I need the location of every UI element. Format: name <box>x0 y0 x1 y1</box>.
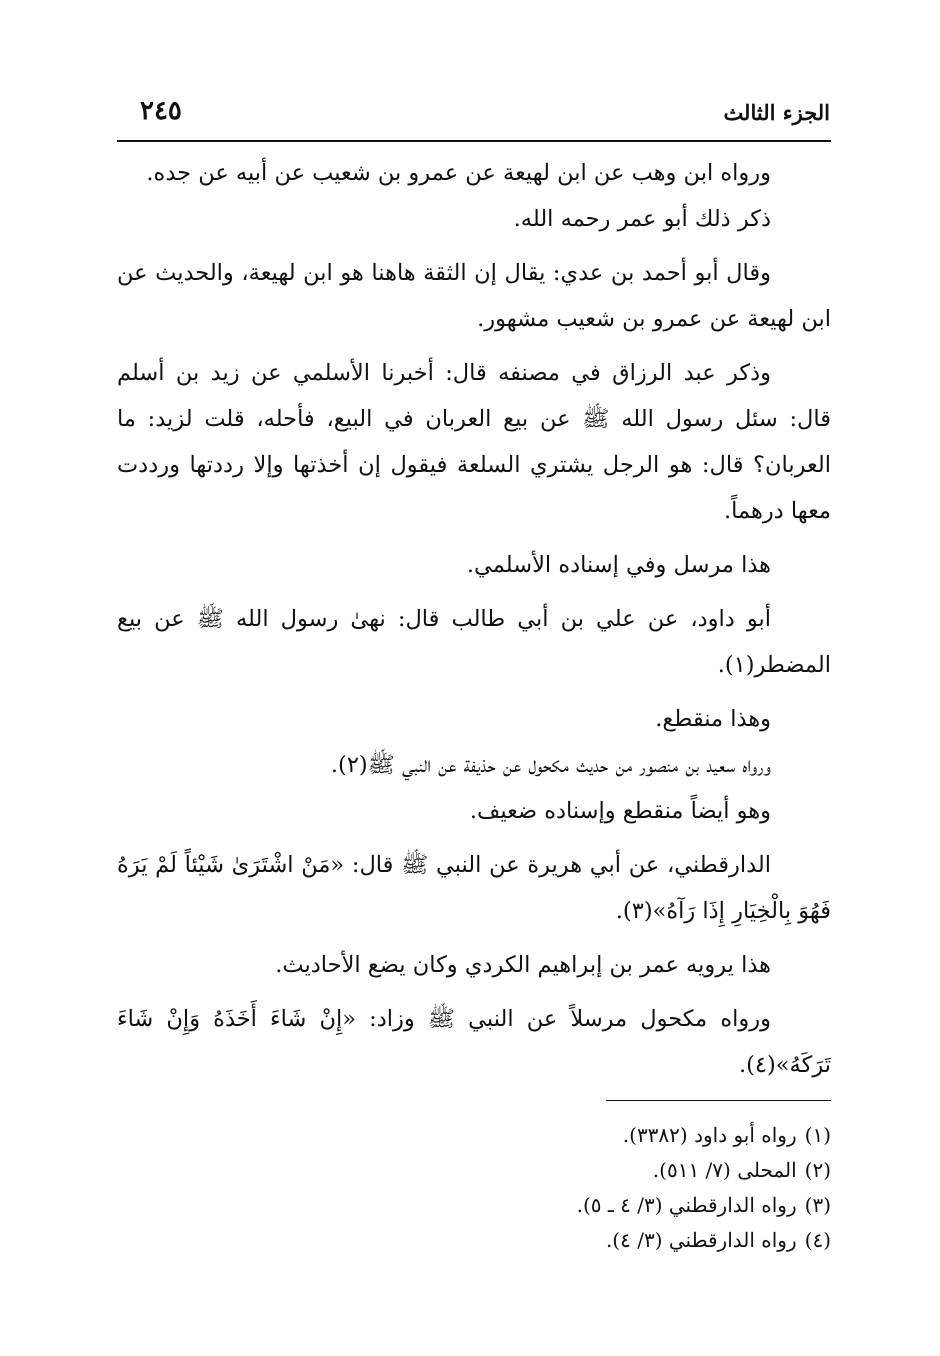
header-rule <box>117 140 831 142</box>
footnote-number: (٤) <box>804 1228 831 1252</box>
footnote <box>117 1188 831 1223</box>
body-text <box>117 150 831 1096</box>
paragraph: ذكر ذلك أبو عمر رحمه الله. <box>513 206 771 232</box>
paragraph: أبو داود، عن علي بن أبي طالب قال: نهىٰ رسول الله ﷺ عن بيع المضطر(١). <box>117 606 831 678</box>
paragraph: الدارقطني، عن أبي هريرة عن النبي ﷺ قال: «مَنْ اشْتَرَىٰ شَيْئاً لَمْ يَرَهُ فَهُوَ بِالْخِيَارِ إِذَا رَآهُ»(٣). <box>117 852 831 924</box>
footnote-text: رواه الدارقطني (٣/ ٤ ـ ٥). <box>576 1193 797 1217</box>
paragraph: هذا مرسل وفي إسناده الأسلمي. <box>466 552 771 578</box>
paragraph: هذا يرويه عمر بن إبراهيم الكردي وكان يضع الأحاديث. <box>275 952 771 978</box>
footnote <box>117 1223 831 1258</box>
footnote-text: رواه الدارقطني (٣/ ٤). <box>605 1228 797 1252</box>
paragraph: وهو أيضاً منقطع وإسناده ضعيف. <box>469 798 771 824</box>
paragraph: وهذا منقطع. <box>655 706 771 732</box>
footnote <box>117 1153 831 1188</box>
paragraph: وذكر عبد الرزاق في مصنفه قال: أخبرنا الأسلمي عن زيد بن أسلم قال: سئل رسول الله ﷺ عن بيع العربان في البيع، فأحله، قلت لزيد: ما العربان؟ قال: هو الرجل يشتري السلعة فيقول إن أخذتها وإلا رددتها ورددت معها درهماً. <box>117 360 831 524</box>
footnote <box>117 1118 831 1153</box>
page-header <box>120 96 830 132</box>
paragraph: ورواه مكحول مرسلاً عن النبي ﷺ وزاد: «إِنْ شَاءَ أَخَذَهُ وَإِنْ شَاءَ تَرَكَهُ»(٤). <box>117 1006 831 1078</box>
paragraph: وقال أبو أحمد بن عدي: يقال إن الثقة هاهنا هو ابن لهيعة، والحديث عن ابن لهيعة عن عمرو بن شعيب مشهور. <box>117 260 831 332</box>
footnote-number: (١) <box>804 1123 831 1147</box>
paragraph: ورواه ابن وهب عن ابن لهيعة عن عمرو بن شعيب عن أبيه عن جده. <box>146 160 771 186</box>
footnote-number: (٣) <box>804 1193 831 1217</box>
page-number: ٢٤٥ <box>140 96 182 126</box>
footnote-text: المحلى (٧/ ٥١١). <box>652 1158 797 1182</box>
chapter-title: الجزء الثالث <box>723 100 830 125</box>
footnote-number: (٢) <box>804 1158 831 1182</box>
footnote-text: رواه أبو داود (٣٣٨٢). <box>622 1123 797 1147</box>
footnote-rule <box>606 1100 831 1101</box>
footnotes <box>117 1118 831 1258</box>
paragraph: ورواه سعيد بن منصور من حديث مكحول عن حذيفة عن النبي ﷺ(٢). <box>330 752 771 778</box>
